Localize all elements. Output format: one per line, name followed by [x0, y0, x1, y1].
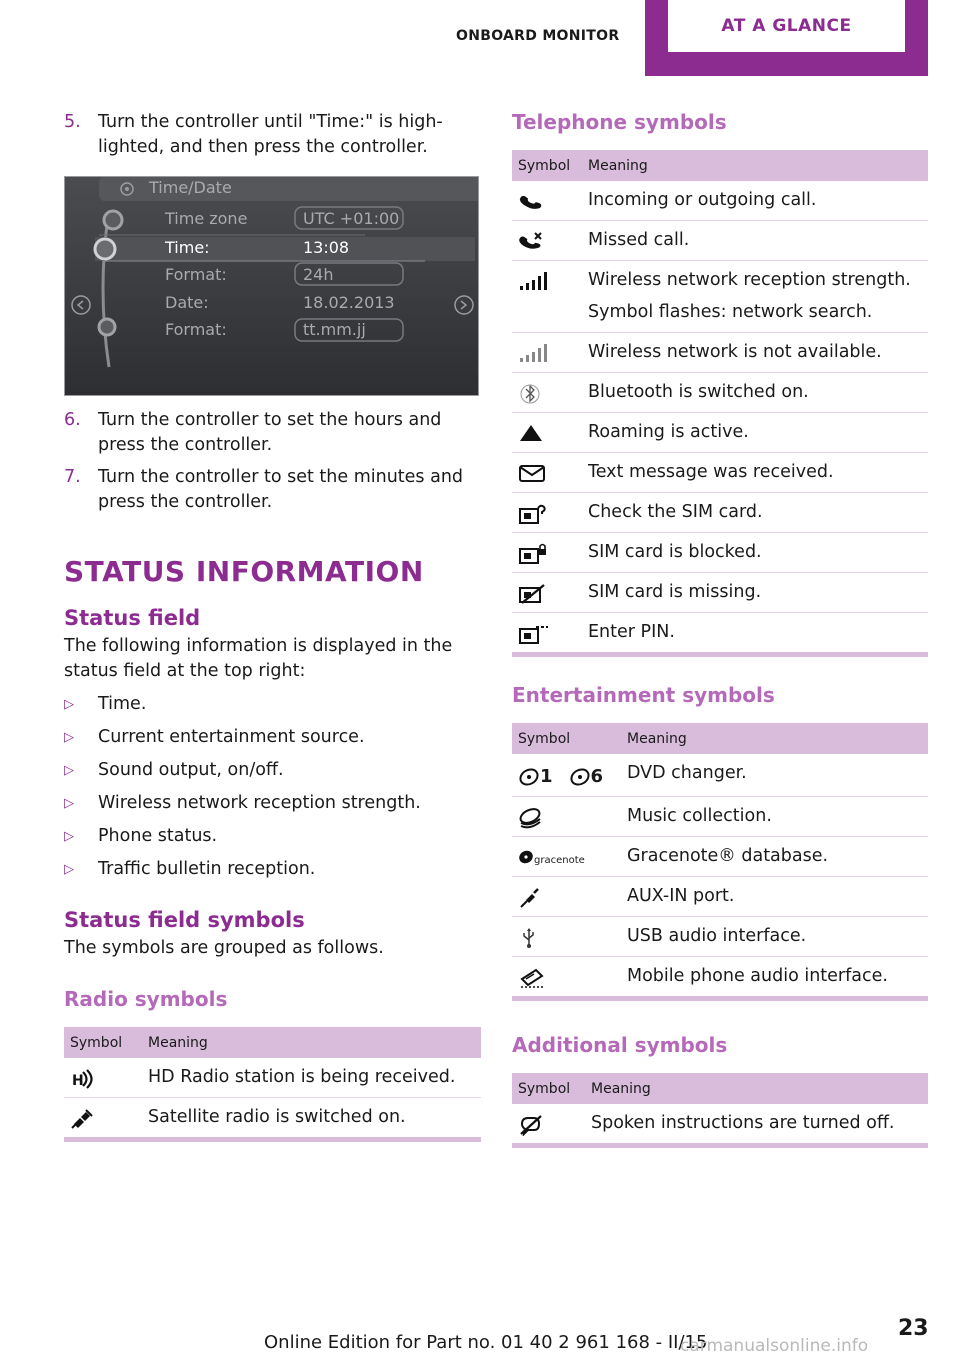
time-date-screen — [64, 176, 479, 396]
footer-edition: Online Edition for Part no. 01 40 2 961 168 - II/15 — [264, 1332, 708, 1353]
status-field-text: The following information is displayed in the status field at the top right: — [64, 636, 453, 681]
table-row — [512, 613, 928, 655]
step-text: Turn the controller until "Time:" is high‐lighted, and then press the controller. — [98, 112, 443, 157]
list-item-text: Phone status. — [98, 826, 218, 846]
voice-off-icon — [518, 1114, 544, 1136]
status-information-heading: STATUS INFORMATION — [64, 555, 424, 588]
table-row — [512, 754, 928, 797]
screen-row-label-selected: Time: — [165, 238, 210, 257]
column-header-meaning: Meaning — [582, 150, 928, 181]
telephone-symbols-table — [512, 150, 928, 657]
page-number: 23 — [898, 1316, 929, 1341]
radio-symbols-heading: Radio symbols — [64, 987, 228, 1011]
column-header-symbol: Symbol — [512, 150, 582, 181]
list-item — [64, 857, 481, 882]
meaning-cell: HD Radio station is being received. — [142, 1058, 481, 1098]
meaning-subtext: Symbol flashes: network search. — [588, 302, 873, 322]
right-column — [512, 110, 928, 1148]
disc-icon — [518, 847, 534, 867]
table-row — [512, 837, 928, 877]
disc-icon — [569, 767, 591, 787]
screen-title: Time/Date — [149, 178, 232, 197]
mobile-audio-icon — [518, 967, 546, 989]
step-6 — [64, 408, 481, 458]
list-item-text: Wireless network reception strength. — [98, 793, 421, 813]
list-item — [64, 692, 481, 717]
table-header-row — [64, 1027, 481, 1058]
column-header-symbol: Symbol — [64, 1027, 142, 1058]
bullet-triangle-icon: ▷ — [64, 862, 74, 877]
meaning-cell: Enter PIN. — [588, 622, 675, 642]
meaning-cell: Missed call. — [582, 221, 928, 261]
sim-blocked-icon — [518, 543, 548, 565]
telephone-symbols-heading: Telephone symbols — [512, 110, 727, 134]
table-row — [512, 533, 928, 573]
phone-call-icon — [518, 191, 544, 211]
signal-strength-icon — [518, 271, 548, 291]
sim-missing-icon — [518, 583, 548, 605]
column-header-symbol: Symbol — [512, 1073, 585, 1104]
table-row — [64, 1098, 481, 1140]
meaning-cell: Satellite radio is switched on. — [148, 1107, 406, 1127]
dvd-changer-icon — [518, 764, 615, 789]
meaning-cell: USB audio interface. — [621, 917, 928, 957]
meaning-cell: Text message was received. — [582, 453, 928, 493]
roaming-icon — [518, 423, 544, 443]
table-row — [512, 957, 928, 999]
dvd-slot-label: 1 — [540, 766, 553, 787]
table-row — [512, 1104, 928, 1146]
table-header-row — [512, 1073, 928, 1104]
screen-row-value: 24h — [303, 265, 334, 284]
table-header-row — [512, 723, 928, 754]
list-item-text: Sound output, on/off. — [98, 760, 284, 780]
table-row — [512, 493, 928, 533]
status-field-list — [64, 692, 481, 882]
sim-check-icon — [518, 503, 548, 525]
meaning-cell: Mobile phone audio interface. — [627, 966, 888, 986]
column-header-meaning: Meaning — [585, 1073, 928, 1104]
gracenote-logo: gracenote — [534, 855, 585, 866]
list-item-text: Current entertainment source. — [98, 727, 365, 747]
column-header-symbol: Symbol — [512, 723, 621, 754]
watermark: carmanualsonline.info — [680, 1336, 869, 1356]
missed-call-icon — [518, 231, 544, 251]
column-header-meaning: Meaning — [142, 1027, 481, 1058]
meaning-cell: Roaming is active. — [582, 413, 928, 453]
status-field-symbols-heading: Status field symbols — [64, 908, 305, 932]
header-tab — [645, 0, 928, 76]
list-item — [64, 824, 481, 849]
entertainment-symbols-table — [512, 723, 928, 1001]
meaning-cell: Wireless network reception strength. — [588, 270, 911, 290]
table-row — [512, 877, 928, 917]
list-item — [64, 758, 481, 783]
meaning-cell: AUX-IN port. — [621, 877, 928, 917]
table-row — [64, 1058, 481, 1098]
hd-radio-icon — [70, 1068, 96, 1090]
screen-row-label: Format: — [165, 265, 227, 284]
screen-row-label: Date: — [165, 293, 209, 312]
meaning-cell: DVD changer. — [621, 754, 928, 797]
svg-text:H: H — [72, 1073, 84, 1089]
screen-row-value-selected: 13:08 — [303, 238, 350, 257]
meaning-cell: SIM card is missing. — [582, 573, 928, 613]
table-row — [512, 373, 928, 413]
meaning-cell: Spoken instructions are turned off. — [591, 1113, 895, 1133]
table-header-row — [512, 150, 928, 181]
bullet-triangle-icon: ▷ — [64, 763, 74, 778]
meaning-cell: Music collection. — [621, 797, 928, 837]
disc-icon — [518, 767, 540, 787]
step-number: 5. — [64, 112, 81, 132]
screen-graphic — [65, 177, 479, 396]
table-row — [512, 453, 928, 493]
screen-row-label: Time zone — [165, 209, 248, 228]
table-row — [512, 221, 928, 261]
bullet-triangle-icon: ▷ — [64, 829, 74, 844]
gracenote-icon — [518, 847, 615, 867]
table-row — [512, 333, 928, 373]
header-tab-label: AT A GLANCE — [668, 0, 905, 52]
radio-symbols-table — [64, 1027, 481, 1142]
table-row — [512, 181, 928, 221]
column-header-meaning: Meaning — [621, 723, 928, 754]
step-number: 7. — [64, 467, 81, 487]
table-row — [512, 917, 928, 957]
bullet-triangle-icon: ▷ — [64, 730, 74, 745]
text-message-icon — [518, 463, 546, 483]
step-text: Turn the controller to set the hours and press the controller. — [98, 410, 442, 455]
meaning-cell: Incoming or outgoing call. — [582, 181, 928, 221]
satellite-radio-icon — [70, 1108, 94, 1130]
meaning-cell: Wireless network is not available. — [582, 333, 928, 373]
entertainment-symbols-heading: Entertainment symbols — [512, 683, 775, 707]
left-column — [64, 110, 481, 1142]
aux-in-icon — [518, 887, 542, 909]
status-field-symbols-text: The symbols are grouped as follows. — [64, 938, 384, 958]
header-section-title: ONBOARD MONITOR — [456, 28, 620, 44]
additional-symbols-heading: Additional symbols — [512, 1033, 728, 1057]
bullet-triangle-icon: ▷ — [64, 796, 74, 811]
status-field-heading: Status field — [64, 606, 201, 630]
music-collection-icon — [518, 807, 544, 829]
list-item — [64, 791, 481, 816]
table-row — [512, 413, 928, 453]
screen-row-label: Format: — [165, 320, 227, 339]
screen-row-value: UTC +01:00 — [303, 209, 400, 228]
meaning-cell: SIM card is blocked. — [582, 533, 928, 573]
dvd-slot-label: 6 — [590, 766, 604, 787]
list-item — [64, 725, 481, 750]
bullet-triangle-icon: ▷ — [64, 697, 74, 712]
step-number: 6. — [64, 410, 81, 430]
enter-pin-icon — [518, 623, 548, 645]
additional-symbols-table — [512, 1073, 928, 1148]
list-item-text: Traffic bulletin reception. — [98, 859, 316, 879]
bluetooth-icon — [518, 383, 544, 405]
step-text: Turn the controller to set the minutes and press the controller. — [98, 467, 464, 512]
table-row — [512, 573, 928, 613]
screen-row-value: 18.02.2013 — [303, 293, 395, 312]
step-5 — [64, 110, 481, 160]
meaning-cell: Check the SIM card. — [582, 493, 928, 533]
screen-row-value: tt.mm.jj — [303, 320, 366, 339]
list-item-text: Time. — [98, 694, 147, 714]
step-7 — [64, 465, 481, 515]
meaning-cell: Gracenote® database. — [621, 837, 928, 877]
meaning-cell: Bluetooth is switched on. — [582, 373, 928, 413]
table-row — [512, 797, 928, 837]
usb-icon — [518, 927, 540, 949]
signal-unavailable-icon — [518, 343, 548, 363]
table-row — [512, 261, 928, 333]
